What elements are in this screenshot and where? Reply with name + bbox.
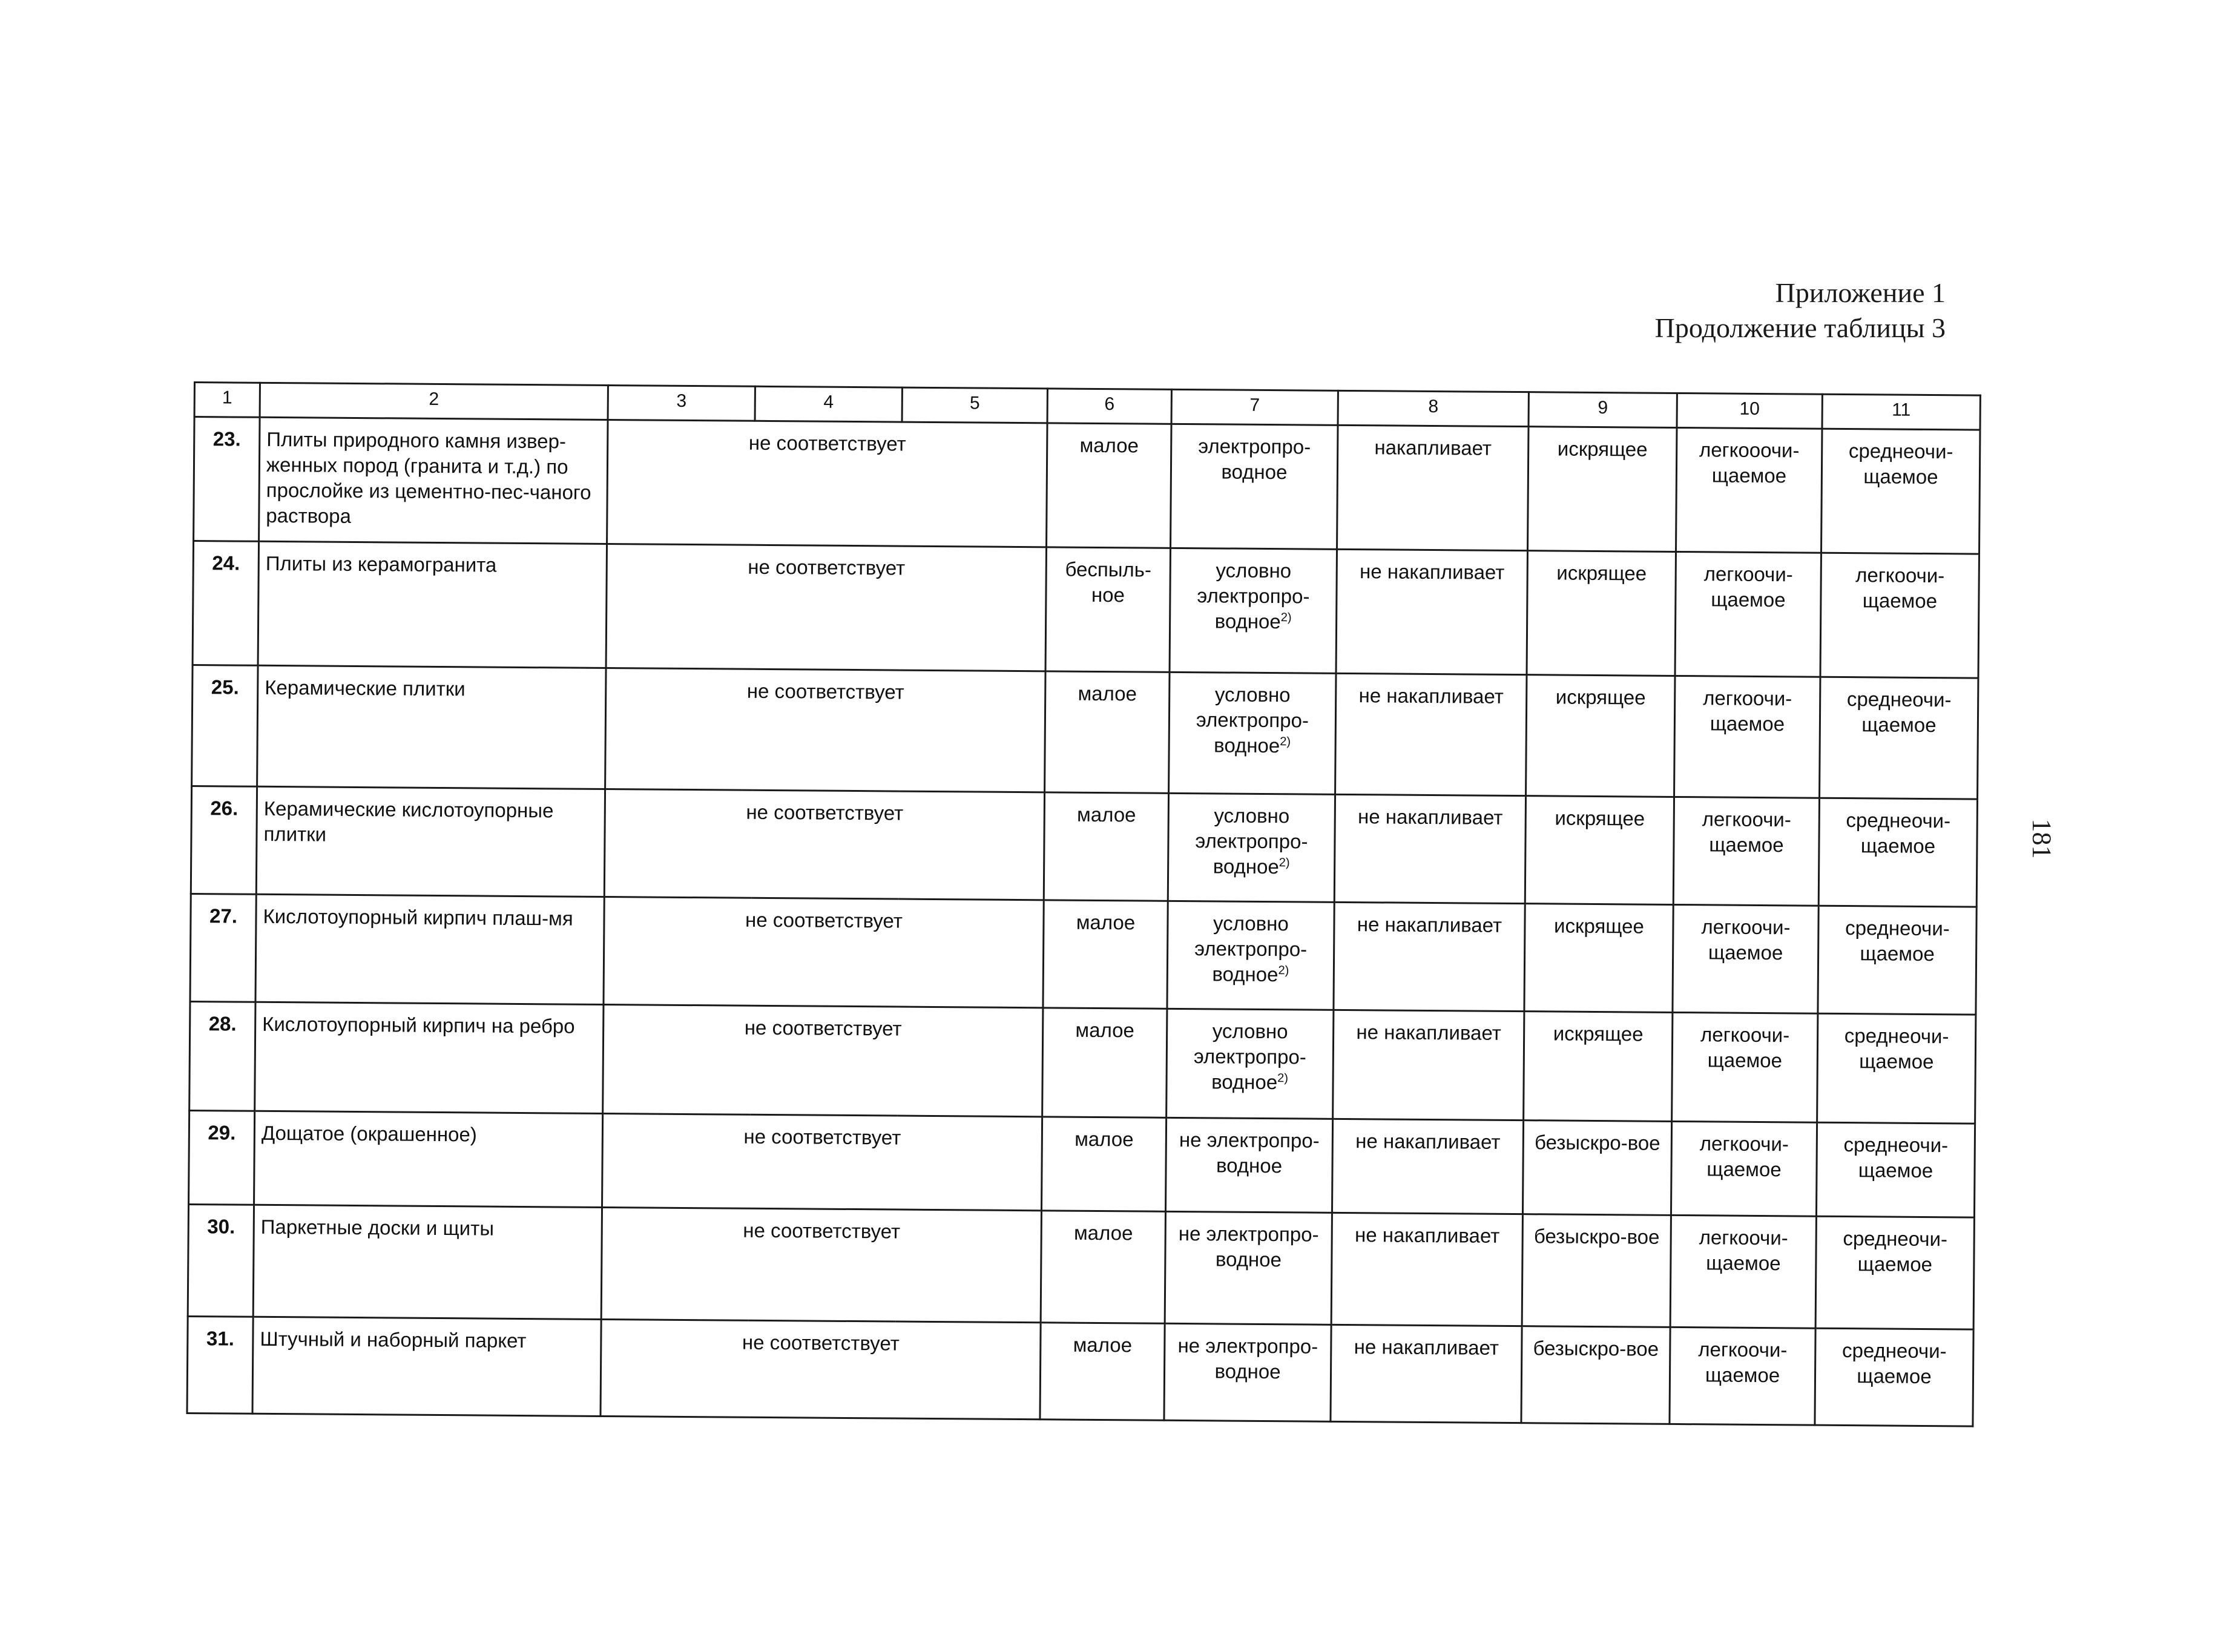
conductivity-cell [1164, 1323, 1331, 1421]
table-row [192, 665, 1978, 799]
page-number: 181 [2027, 818, 2057, 859]
conductivity-cell [1167, 1009, 1334, 1119]
cleanability-alt-cell: среднеочи-щаемое [1815, 1328, 1973, 1426]
row-number-cell: 30. [188, 1204, 254, 1317]
cleanability-cell: легкоочи-щаемое [1672, 1012, 1818, 1122]
static-charge-cell: не накапливает [1335, 673, 1527, 795]
material-name-cell: Керамические кислотоупорные плитки [256, 786, 605, 897]
conductivity-cell [1165, 1211, 1332, 1325]
column-header: 7 [1171, 389, 1338, 425]
static-charge-cell: не накапливает [1332, 1119, 1523, 1214]
table-continuation-label: Продолжение таблицы 3 [1654, 312, 1946, 343]
spark-cell: искрящее [1525, 796, 1674, 905]
dust-cell: беспыль-ное [1045, 547, 1170, 672]
cleanability-cell: легкооочи-щаемое [1676, 427, 1822, 553]
row-number-cell: 23. [194, 417, 260, 542]
dust-cell: малое [1047, 423, 1171, 548]
cleanability-alt-cell: среднеочи-щаемое [1820, 677, 1978, 799]
dust-cell: малое [1045, 671, 1170, 793]
compliance-cell: не соответствует [604, 897, 1044, 1007]
conductivity-text: условно электропро-водное [1196, 683, 1309, 757]
dust-cell: малое [1040, 1323, 1165, 1420]
table-container [186, 381, 1979, 1427]
static-charge-cell: не накапливает [1334, 794, 1525, 903]
spark-cell: искрящее [1526, 675, 1675, 797]
materials-table [186, 381, 1981, 1427]
row-number-cell: 24. [193, 541, 258, 666]
dust-cell: малое [1042, 1008, 1167, 1117]
column-header: 2 [260, 383, 608, 420]
table-row [188, 1204, 1974, 1329]
cleanability-alt-cell: среднеочи-щаемое [1815, 1216, 1974, 1329]
column-header: 4 [755, 386, 902, 422]
material-name-cell: Штучный и наборный паркет [252, 1317, 601, 1416]
row-number-cell: 29. [189, 1110, 255, 1205]
conductivity-text: не электропро-водное [1177, 1334, 1318, 1383]
row-number-cell: 27. [190, 893, 256, 1002]
material-name-cell: Кислотоупорный кирпич плаш-мя [255, 894, 604, 1004]
page-header [1655, 275, 1946, 346]
compliance-cell: не соответствует [601, 1207, 1041, 1322]
conductivity-cell [1171, 424, 1338, 549]
static-charge-cell: не накапливает [1333, 1010, 1524, 1120]
static-charge-cell: не накапливает [1331, 1325, 1522, 1423]
conductivity-cell [1169, 672, 1336, 794]
table-row [190, 893, 1976, 1015]
row-number-cell: 26. [191, 786, 257, 894]
column-header: 11 [1822, 394, 1980, 430]
footnote-marker: 2) [1278, 856, 1290, 870]
conductivity-cell [1165, 1117, 1332, 1213]
cleanability-alt-cell: среднеочи-щаемое [1821, 429, 1979, 554]
conductivity-text: условно электропро-водное [1195, 804, 1308, 878]
cleanability-alt-cell: среднеочи-щаемое [1818, 906, 1976, 1015]
cleanability-alt-cell: среднеочи-щаемое [1816, 1122, 1975, 1217]
table-row [193, 541, 1979, 679]
conductivity-text: не электропро-водное [1178, 1222, 1319, 1271]
dust-cell: малое [1041, 1117, 1166, 1211]
spark-cell: безыскро-вое [1522, 1121, 1671, 1216]
conductivity-text: условно электропро-водное [1197, 559, 1310, 633]
table-row [187, 1316, 1973, 1426]
compliance-cell: не соответствует [607, 420, 1047, 547]
material-name-cell: Дощатое (окрашенное) [254, 1111, 603, 1207]
conductivity-cell [1170, 548, 1337, 673]
row-number-cell: 28. [189, 1001, 255, 1111]
conductivity-cell [1168, 793, 1335, 902]
material-name-cell: Плиты природного камня извер-женных пород (гранита и т.д.) по прослойке из цементно-пес-чаного раствора [259, 417, 608, 544]
dust-cell: малое [1044, 792, 1168, 901]
dust-cell: малое [1043, 900, 1168, 1009]
spark-cell: искрящее [1524, 904, 1673, 1013]
table-row [189, 1001, 1976, 1124]
static-charge-cell: не накапливает [1336, 549, 1527, 674]
cleanability-alt-cell: среднеочи-щаемое [1817, 1013, 1976, 1124]
material-name-cell: Кислотоупорный кирпич на ребро [255, 1002, 604, 1113]
compliance-cell: не соответствует [604, 789, 1044, 900]
spark-cell: искрящее [1528, 427, 1677, 552]
footnote-marker: 2) [1280, 611, 1292, 625]
column-header: 5 [902, 387, 1047, 423]
compliance-cell: не соответствует [603, 1004, 1043, 1116]
material-name-cell: Паркетные доски и щиты [253, 1205, 602, 1319]
table-row [191, 786, 1977, 907]
appendix-label: Приложение 1 [1775, 277, 1946, 308]
conductivity-cell [1167, 901, 1334, 1010]
spark-cell: искрящее [1524, 1012, 1673, 1122]
column-header: 1 [194, 383, 260, 418]
compliance-cell: не соответствует [601, 1319, 1041, 1419]
compliance-cell: не соответствует [602, 1113, 1042, 1210]
footnote-marker: 2) [1277, 1071, 1289, 1085]
conductivity-text: условно электропро-водное [1194, 912, 1308, 986]
column-header: 8 [1338, 390, 1529, 426]
table-body [187, 417, 1980, 1427]
conductivity-text: не электропро-водное [1179, 1128, 1320, 1177]
cleanability-cell: легкоочи-щаемое [1675, 551, 1821, 677]
cleanability-alt-cell: среднеочи-щаемое [1818, 798, 1977, 907]
static-charge-cell: не накапливает [1331, 1213, 1522, 1326]
cleanability-cell: легкоочи-щаемое [1673, 797, 1819, 906]
static-charge-cell: накапливает [1337, 425, 1529, 550]
spark-cell: безыскро-вое [1521, 1326, 1670, 1424]
column-header: 9 [1529, 392, 1677, 428]
table-row [189, 1110, 1975, 1217]
footnote-marker: 2) [1278, 964, 1289, 978]
conductivity-text: условно электропро-водное [1193, 1019, 1306, 1094]
row-number-cell: 25. [192, 665, 258, 786]
row-number-cell: 31. [187, 1316, 253, 1413]
cleanability-cell: легкоочи-щаемое [1673, 904, 1818, 1013]
cleanability-cell: легкоочи-щаемое [1670, 1327, 1815, 1425]
conductivity-text: электропро-водное [1198, 435, 1311, 484]
cleanability-cell: легкоочи-щаемое [1670, 1215, 1816, 1328]
column-header: 10 [1677, 393, 1822, 429]
cleanability-alt-cell: легкоочи-щаемое [1820, 553, 1979, 678]
material-name-cell: Плиты из керамогранита [258, 541, 607, 668]
spark-cell: искрящее [1527, 551, 1676, 676]
cleanability-cell: легкоочи-щаемое [1671, 1121, 1817, 1216]
compliance-cell: не соответствует [605, 668, 1045, 792]
table-row [194, 417, 1980, 555]
cleanability-cell: легкоочи-щаемое [1674, 676, 1820, 798]
compliance-cell: не соответствует [606, 544, 1046, 671]
column-header: 6 [1047, 389, 1171, 424]
material-name-cell: Керамические плитки [257, 665, 606, 789]
column-header: 3 [608, 386, 755, 421]
static-charge-cell: не накапливает [1334, 902, 1525, 1011]
dust-cell: малое [1041, 1211, 1165, 1323]
footnote-marker: 2) [1280, 735, 1291, 749]
spark-cell: безыскро-вое [1522, 1214, 1671, 1328]
